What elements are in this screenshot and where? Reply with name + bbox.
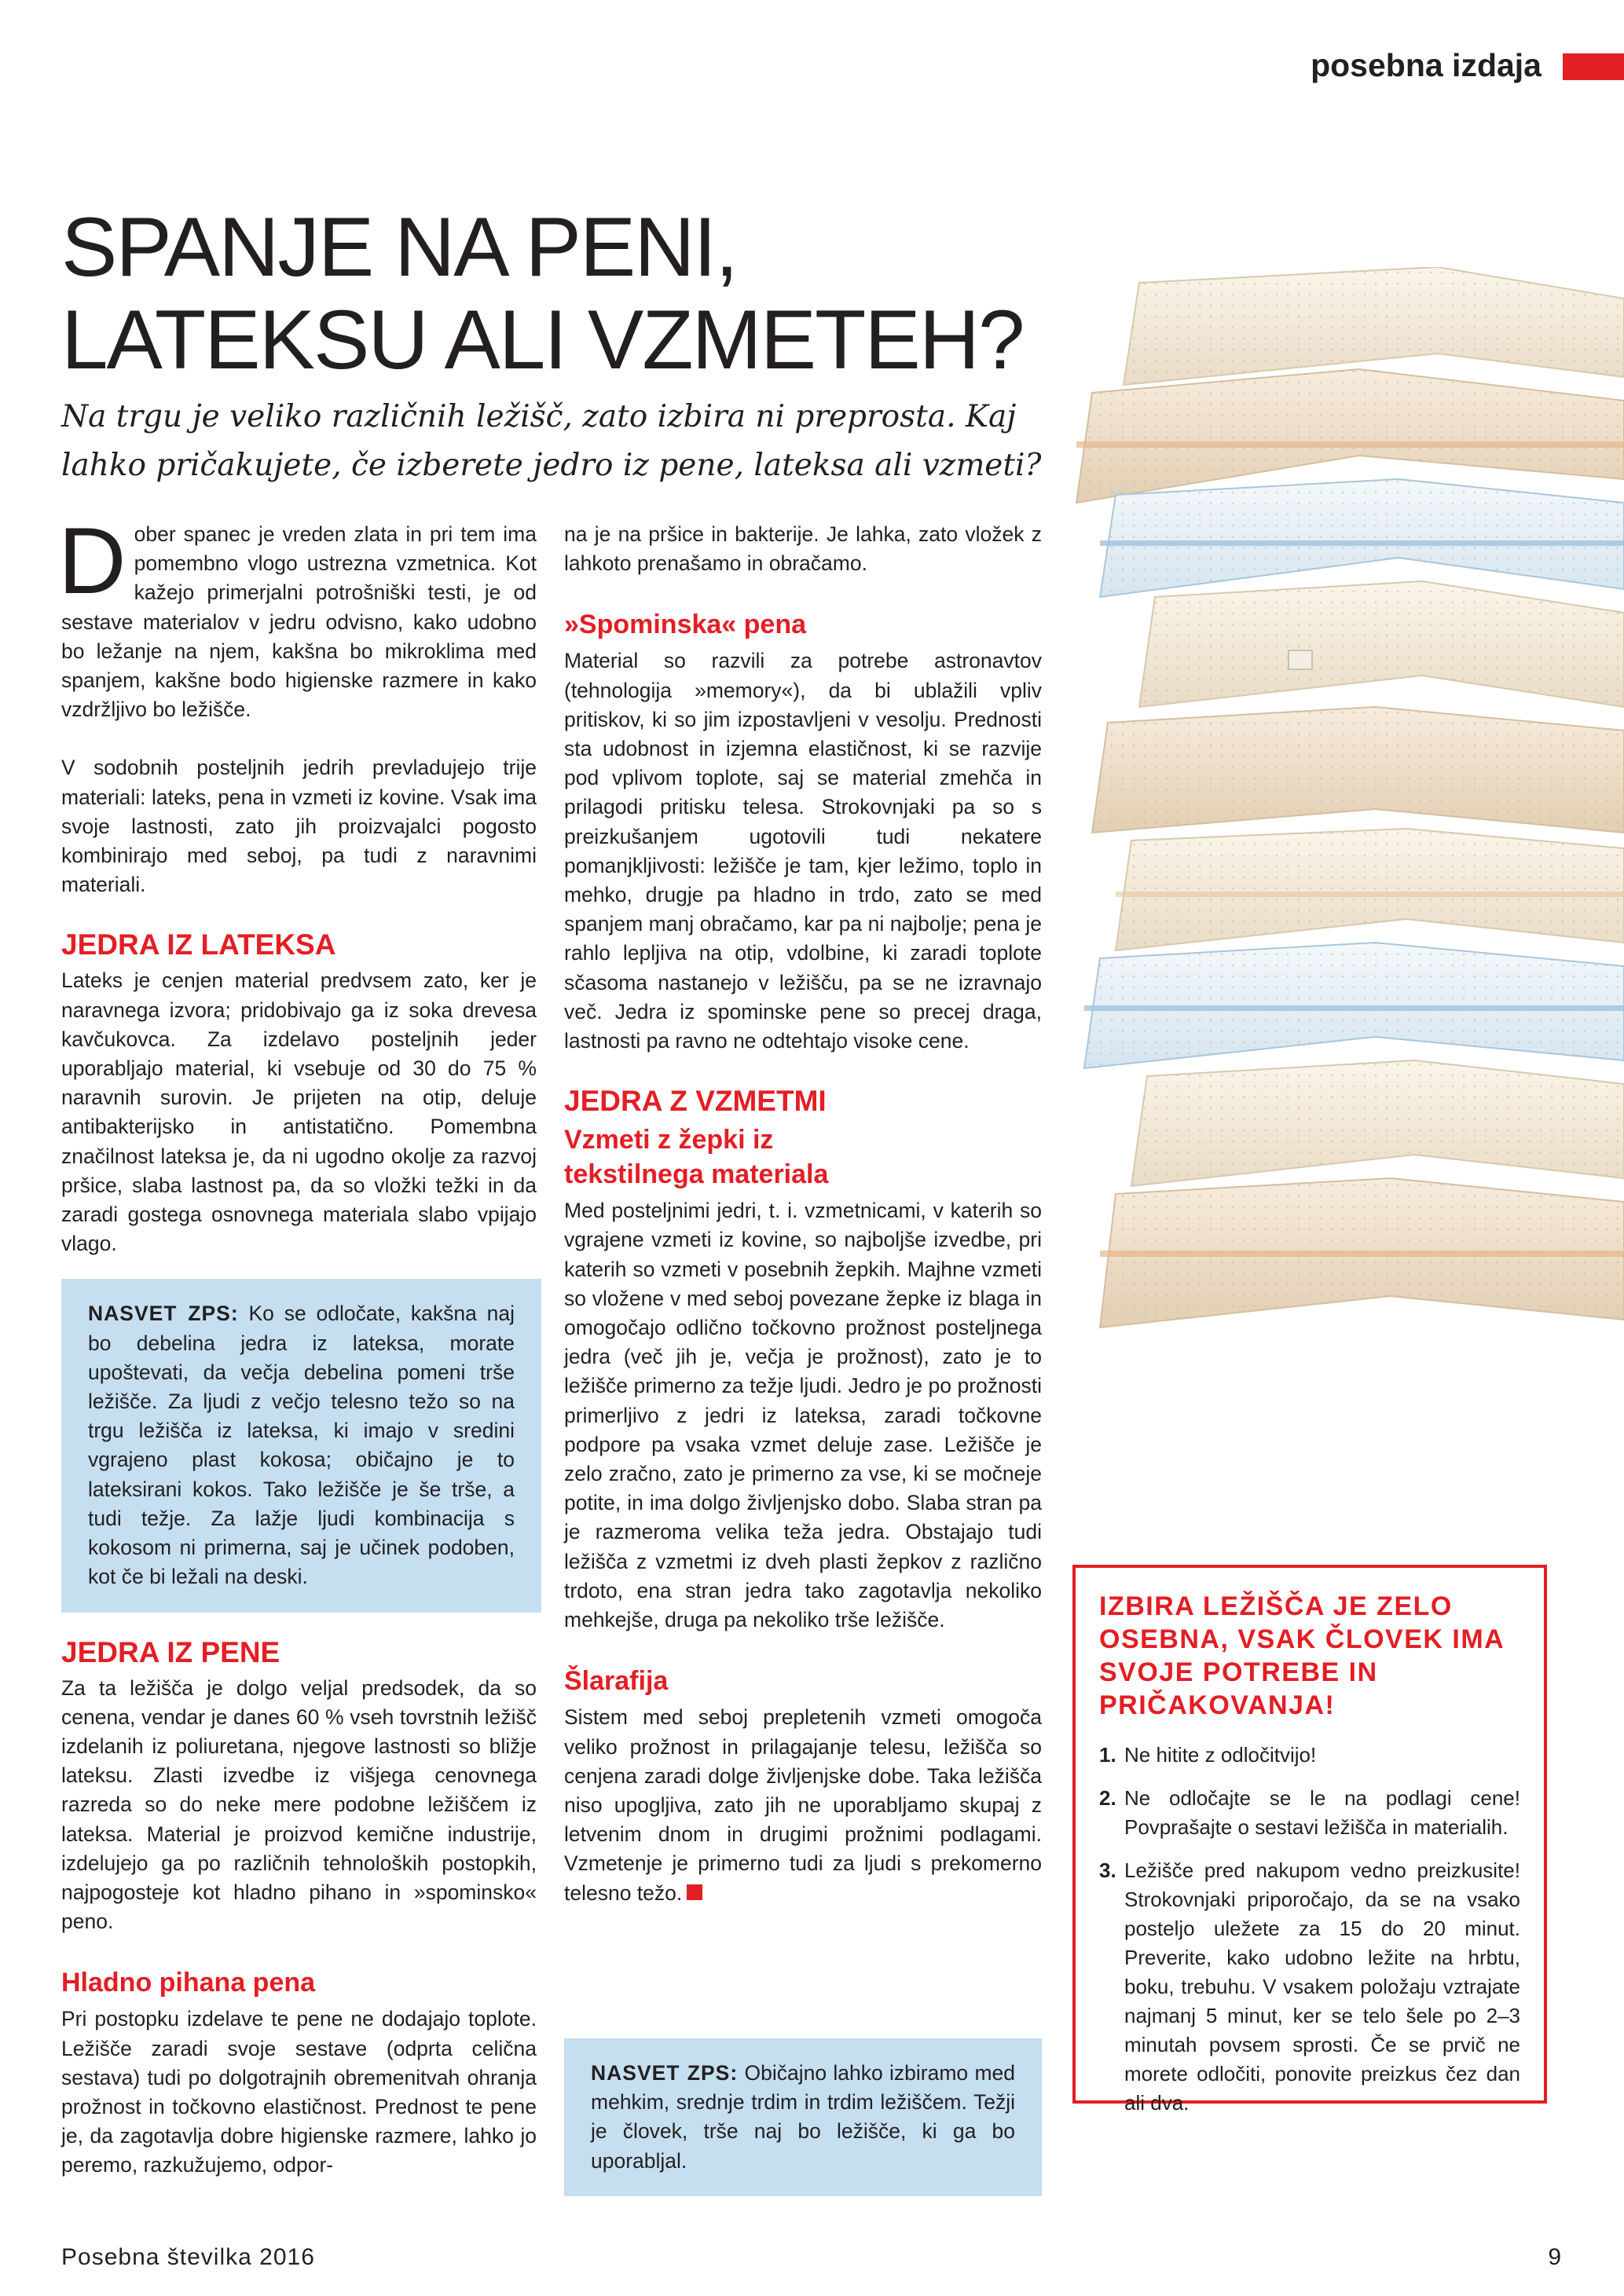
sidebar-item-number: 2. (1099, 1786, 1116, 1810)
sidebar-item-text: Ne hitite z odločitvijo! (1124, 1743, 1317, 1767)
section-label: posebna izdaja (1311, 47, 1542, 83)
tips-sidebar (1072, 1565, 1547, 2115)
mattress-layer-9 (1100, 1178, 1624, 1327)
intro-text: ober spanec je vreden zlata in pri tem ima pomembno vlogo ustrezna vzmetnica. Kot kažejo primerjalni potrošniški testi, je od sestave materialov v jedru odvisno, kako udobno bo ležanje na njem, kakšna bo mikroklima med spanjem, kakšne bodo higienske razmere in kako vzdržljivo bo ležišče. (61, 522, 537, 722)
page-number: 9 (1548, 2244, 1561, 2270)
tip-text: Ko se odločate, kakšna naj bo debelina jedra iz lateksa, morate upoštevati, da večja debelina pomeni trše ležišče. Za ljudi z večjo telesno težo so na trgu ležišča iz lateksa, ki imajo v sredini vgrajeno plast kokosa; običajno je to lateksirani kokos. Tako ležišče je še trše, a tudi težje. Za lažje ljudi kombinacija s kokosom ni primerna, saj je učinek podoben, kot če bi ležali na deski. (88, 1302, 515, 1589)
cold-foam-heading: Hladno pihana pena (61, 1968, 316, 1998)
pocket-heading-line-1: Vzmeti z žepki iz (564, 1125, 774, 1155)
mattress-layer-8 (1131, 1060, 1624, 1186)
page-title-line-2: LATEKSU ALI VZMETEH? (61, 292, 1024, 386)
latex-paragraph: Lateks je cenjen material predvsem zato, ker je naravnega izvora; pridobivajo ga iz soka drevesa kavčukovca. Za izdelavo posteljnih jeder uporabljajo material, ki vsebuje od 30 do 75 % naravnih surovin. Je prijeten na otip, deluje antibakterijsko in antistatično. Pomembna značilnost lateksa je, da ni ugodno okolje za razvoj pršice, slaba lastnost pa, da so vložki težki in da zaradi gostega osnovnega materiala slabo vpijajo vlago. (61, 969, 537, 1256)
foam-heading: JEDRA IZ PENE (61, 1635, 280, 1668)
tip-text: Običajno lahko izbiramo med mehkim, srednje trdim in trdim ležiščem. Težji je človek, trše naj bo ležišče, ki ga bo uporabljal. (591, 2061, 1015, 2173)
article-column-1 (58, 508, 537, 2181)
pocket-springs-paragraph: Med posteljnimi jedri, t. i. vzmetnicami, v katerih so vgrajene vzmeti iz kovine, so najboljše izvedbe, pri katerih so vzmeti v posebnih žepkih. Majhne vzmeti so vložene v med seboj povezane žepke iz blaga in omogočajo odlično točkovno prožnost posteljnega jedra (več jih je, večja je prožnost), zato je to ležišče primerno za težje ljudi. Jedro je po prožnosti primerljivo z jedri iz lateksa, zaradi točkovne podpore pa vsaka vzmet deluje zase. Ležišče je zelo zračno, zato je primerno za vse, ki se močneje potite, in ima dolgo življenjsko dobo. Slaba stran pa je razmeroma velika teža jedra. Obstajajo tudi ležišča z vzmetmi iz dveh plasti žepkov z različno trdoto, ena stran jedra tako zagotavlja nekoliko mehkejše, druga pa nekoliko trše ležišče. (564, 1199, 1042, 1632)
article-column-2 (564, 520, 1042, 1937)
tip-label: NASVET ZPS: (591, 2061, 739, 2085)
sidebar-item-2 (1099, 1784, 1520, 1842)
memory-foam-paragraph: Material so razvili za potrebe astronavtov (tehnologija »memory«), da bi ublažili vpliv pritiskov, ki so jim izpostavljeni v vesolju. Prednosti sta udobnost in izjemna elastičnost, ki se razvije pod vplivom toplote, saj se material zmehča in prilagodi pritisku telesa. Strokovnjaki pa so s preizkušanjem ugotovili tudi nekatere pomanjkljivosti: ležišče je tam, kjer ležimo, toplo in mehko, drugje pa hladno in trdo, zato se med spanjem manj obračamo, kar pa ni najbolje; pena je rahlo lepljiva na otip, vdolbine, ki zaradi toplote sčasoma nastanejo v ležišču, pa se ne izravnajo več. Jedra iz spominske pene so precej draga, lastnosti pa ravno ne odtehtajo visoke cene. (564, 649, 1042, 1053)
springs-heading: JEDRA Z VZMETMI (564, 1085, 827, 1118)
dropcap: D (58, 508, 126, 613)
cold-foam-paragraph: Pri postopku izdelave te pene ne dodajajo toplote. Ležišče zaradi svoje sestave (odprta celična sestava) tudi po dolgotrajnih obremenitvah ohranja prožnost in točkovno elastičnost. Prednost te pene je, da zagotavlja dobre higienske razmere, lahko jo peremo, razkužujemo, odpor- (61, 2007, 537, 2177)
continued-paragraph: na je na pršice in bakterije. Je lahka, zato vložek z lahkoto prenašamo in obračamo. (564, 522, 1042, 576)
tip-label: NASVET ZPS: (88, 1302, 239, 1326)
footer-issue: Posebna številka 2016 (61, 2244, 315, 2270)
tip-box-latex (61, 1279, 541, 1612)
end-mark-icon (687, 1884, 702, 1900)
slarafija-paragraph (564, 1703, 1042, 1907)
mattress-stack-image (1029, 267, 1624, 1414)
sidebar-item-number: 3. (1099, 1858, 1116, 1882)
sidebar-title: IZBIRA LEŽIŠČA JE ZELO OSEBNA, VSAK ČLOVEK IMA SVOJE POTREBE IN PRIČAKOVANJA! (1099, 1591, 1504, 1720)
mattress-layer-4 (1139, 581, 1624, 707)
sidebar-item-number: 1. (1099, 1743, 1116, 1767)
mattress-layer-6 (1116, 829, 1624, 950)
sidebar-item-text: Ne odločajte se le na podlagi cene! Povprašajte o sestavi ležišča in materialih. (1124, 1786, 1520, 1839)
pocket-heading-line-2: tekstilnega materiala (564, 1159, 829, 1190)
slarafija-heading: Šlarafija (564, 1666, 669, 1697)
lead-paragraph: Na trgu je veliko različnih ležišč, zato izbira ni preprosta. Kaj lahko pričakujete, če izberete jedro iz pene, lateksa ali vzmeti? (61, 399, 1042, 483)
intro-paragraph (58, 508, 537, 724)
sidebar-item-1 (1099, 1741, 1520, 1770)
mattress-layer-5 (1092, 707, 1624, 833)
sidebar-item-text: Ležišče pred nakupom vedno preizkusite! Strokovnjaki priporočajo, da se na vsako posteljo uležete za 15 do 20 minut. Preverite, kako udobno ležite na hrbtu, boku, trebuhu. V vsakem položaju vztrajate najmanj 5 minut, ker se telo šele po 2–3 minutah povsem sprosti. Če se prvič ne morete odločiti, ponovite preizkus čez dan ali dva. (1124, 1858, 1520, 2115)
latex-heading: JEDRA IZ LATEKSA (61, 928, 336, 961)
header-accent-bar (1563, 53, 1624, 80)
mattress-layer-1 (1124, 267, 1624, 385)
page-title (61, 200, 1067, 386)
page-title-line-1: SPANJE NA PENI, (61, 200, 737, 294)
tip-box-firmness (564, 2038, 1042, 2196)
mattress-layer-3 (1100, 479, 1624, 597)
foam-paragraph: Za ta ležišča je dolgo veljal predsodek, da so cenena, vendar je danes 60 % vseh tovrstnih ležišč izdelanih iz poliuretana, njegove lastnosti so bližje lateksu. Zlasti izvedbe iz višjega cenovnega razreda so do neke mere podobne ležiščem iz lateksa. Material je proizvod kemične industrije, izdelujejo ga po različnih tehnoloških postopkih, najpogosteje kot hladno pihano in »spominsko« peno. (61, 1675, 537, 1934)
sidebar-item-3 (1099, 1856, 1520, 2118)
slarafija-text: Sistem med seboj prepletenih vzmeti omogoča veliko prožnost in prilagajanje telesu, ležišča so cenjena zaradi dolge življenjske dobe. Taka ležišča niso upogljiva, zato jih ne uporabljamo skupaj z letvenim dnom in drugimi prožnimi podlagami. Vzmetenje je primerno tudi za ljudi s prekomerno telesno težo. (564, 1705, 1042, 1905)
mattress-layer-7 (1084, 943, 1624, 1068)
pocket-springs-heading (564, 1122, 1042, 1192)
materials-paragraph: V sodobnih posteljnih jedrih prevladujejo trije materiali: lateks, pena in vzmeti iz kovine. Vsak ima svoje lastnosti, zato jih proizvajalci pogosto kombinirajo med seboj, pa tudi z naravnimi materiali. (61, 756, 537, 897)
memory-foam-heading: »Spominska« pena (564, 610, 807, 640)
